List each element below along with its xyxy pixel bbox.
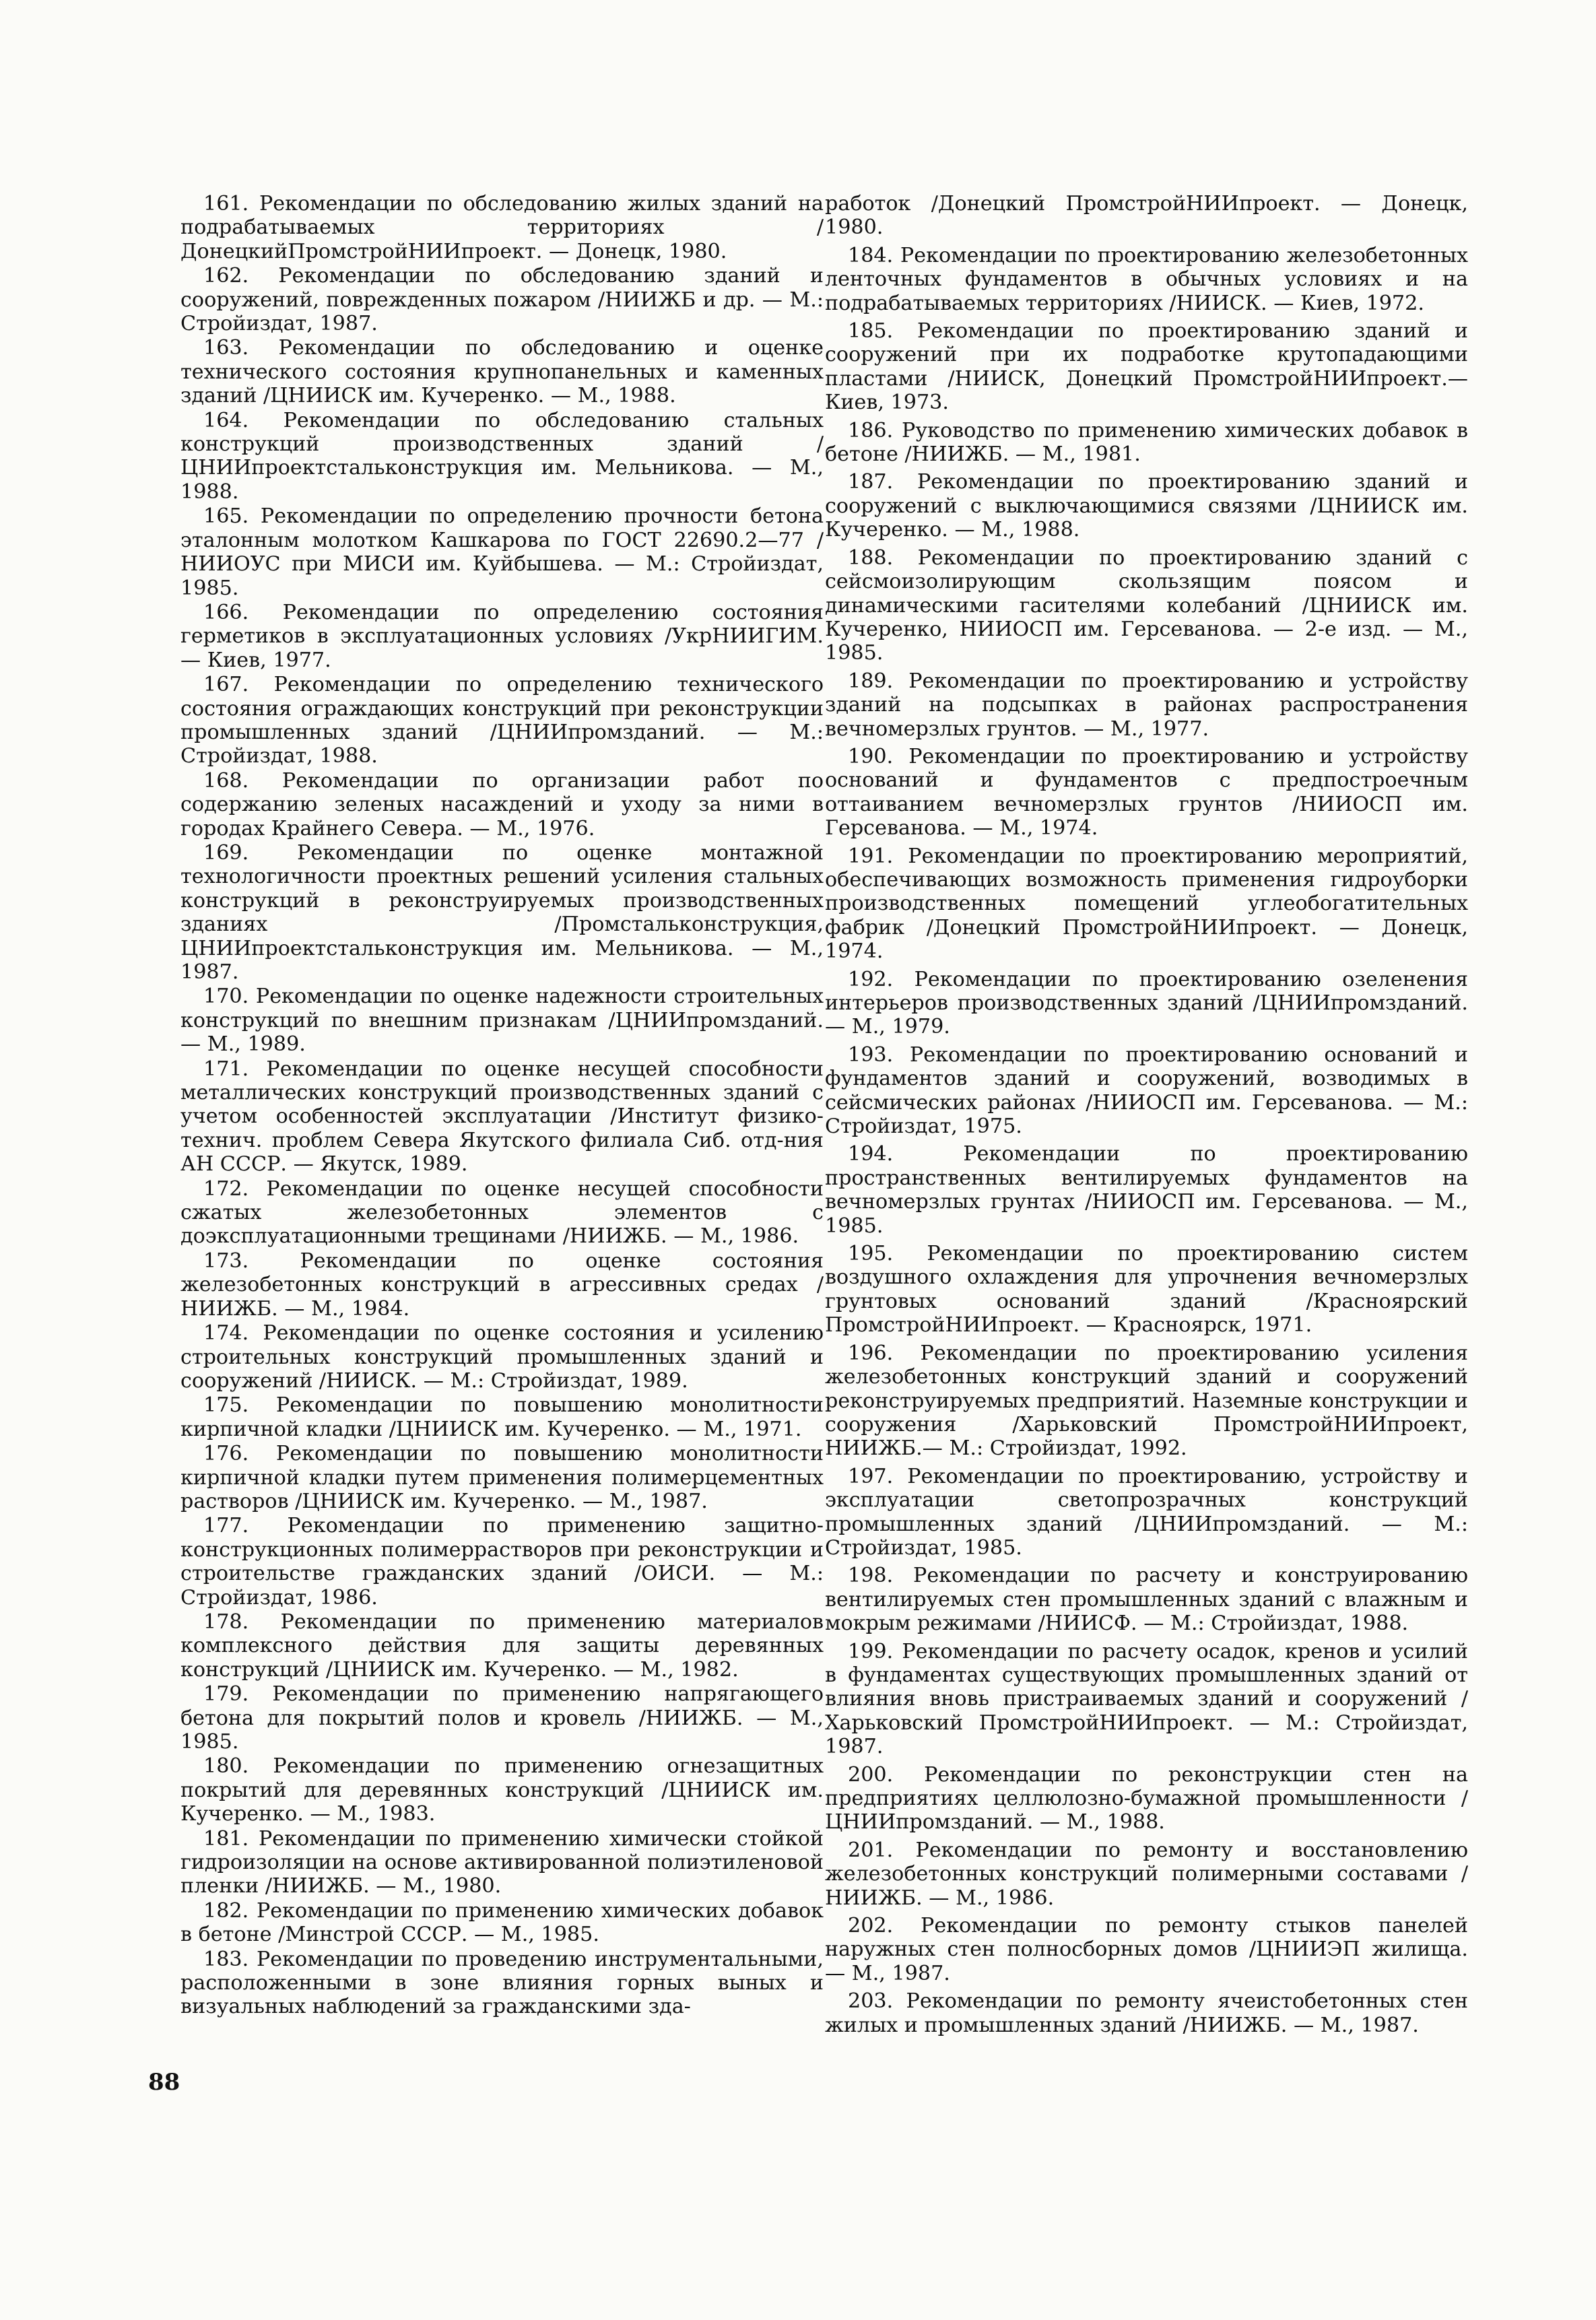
reference-entry-164: 164. Рекомендации по обследованию стальных конструкций производственных зданий /ЦНИИпроектстальконструкция им. Мельникова. — М., 1988.	[180, 408, 824, 504]
reference-entry-179: 179. Рекомендации по применению напрягающего бетона для покрытий полов и кровель /НИИЖБ. — М., 1985.	[180, 1682, 824, 1754]
reference-entry-185: 185. Рекомендации по проектированию зданий и сооружений при их подработке крутопадающими пластами /НИИСК, Донецкий ПромстройНИИпроект.— Киев, 1973.	[825, 319, 1468, 415]
reference-entry-183: 183. Рекомендации по проведению инструментальными, расположенными в зоне влияния горных выных и визуальных наблюдений за гражданскими зда-	[180, 1947, 824, 2019]
reference-entry-192: 192. Рекомендации по проектированию озеленения интерьеров производственных зданий /ЦНИИпромзданий. — М., 1979.	[825, 967, 1468, 1039]
reference-entry-201: 201. Рекомендации по ремонту и восстановлению железобетонных конструкций полимерными составами /НИИЖБ. — М., 1986.	[825, 1838, 1468, 1910]
reference-entry-196: 196. Рекомендации по проектированию усиления железобетонных конструкций зданий и сооружений реконструируемых предприятий. Наземные конструкции и сооружения /Харьковский ПромстройНИИпроект, НИИЖБ.— М.: Стройиздат, 1992.	[825, 1341, 1468, 1461]
page-number: 88	[148, 2069, 180, 2096]
reference-entry-197: 197. Рекомендации по проектированию, устройству и эксплуатации светопрозрачных конструкций промышленных зданий /ЦНИИпромзданий. — М.: Стройиздат, 1985.	[825, 1464, 1468, 1560]
reference-entry-187: 187. Рекомендации по проектированию зданий и сооружений с выключающимися связями /ЦНИИСК им. Кучеренко. — М., 1988.	[825, 470, 1468, 542]
reference-entry-170: 170. Рекомендации по оценке надежности строительных конструкций по внешним признакам /ЦНИИпромзданий. — М., 1989.	[180, 985, 824, 1057]
reference-entry-198: 198. Рекомендации по расчету и конструированию вентилируемых стен промышленных зданий с влажным и мокрым режимами /НИИСФ. — М.: Стройиздат, 1988.	[825, 1564, 1468, 1636]
reference-entry-162: 162. Рекомендации по обследованию зданий и сооружений, поврежденных пожаром /НИИЖБ и др. — М.: Стройиздат, 1987.	[180, 264, 824, 336]
reference-entry-169: 169. Рекомендации по оценке монтажной технологичности проектных решений усиления стальных конструкций в реконструируемых производственных зданиях /Промстальконструкция, ЦНИИпроектстальконструкция им. Мельникова. — М., 1987.	[180, 840, 824, 984]
reference-entry-173: 173. Рекомендации по оценке состояния железобетонных конструкций в агрессивных средах /НИИЖБ. — М., 1984.	[180, 1249, 824, 1321]
reference-entry-172: 172. Рекомендации по оценке несущей способности сжатых железобетонных элементов с доэксплуатационными трещинами /НИИЖБ. — М., 1986.	[180, 1176, 824, 1249]
reference-entry-186: 186. Руководство по применению химических добавок в бетоне /НИИЖБ. — М., 1981.	[825, 418, 1468, 467]
reference-entry-199: 199. Рекомендации по расчету осадок, кренов и усилий в фундаментах существующих промышленных зданий от влияния вновь пристраиваемых зданий и сооружений /Харьковский ПромстройНИИпроект. — М.: Стройиздат, 1987.	[825, 1639, 1468, 1759]
reference-entry-190: 190. Рекомендации по проектированию и устройству оснований и фундаментов с предпостроечным оттаиванием вечномерзлых грунтов /НИИОСП им. Герсеванова. — М., 1974.	[825, 744, 1468, 840]
reference-entry-194: 194. Рекомендации по проектированию пространственных вентилируемых фундаментов на вечномерзлых грунтах /НИИОСП им. Герсеванова. — М., 1985.	[825, 1142, 1468, 1238]
reference-entry-188: 188. Рекомендации по проектированию зданий с сейсмоизолирующим скользящим поясом и динамическими гасителями колебаний /ЦНИИСК им. Кучеренко, НИИОСП им. Герсеванова. — 2-е изд. — М., 1985.	[825, 545, 1468, 665]
reference-entry-195: 195. Рекомендации по проектированию систем воздушного охлаждения для упрочнения вечномерзлых грунтовых оснований зданий /Красноярский ПромстройНИИпроект. — Красноярск, 1971.	[825, 1242, 1468, 1337]
reference-entry-176: 176. Рекомендации по повышению монолитности кирпичной кладки путем применения полимерцементных растворов /ЦНИИСК им. Кучеренко. — М., 1987.	[180, 1442, 824, 1513]
left-column	[180, 192, 824, 2020]
right-column	[825, 192, 1468, 2041]
reference-entry-202: 202. Рекомендации по ремонту стыков панелей наружных стен полносборных домов /ЦНИИЭП жилища. — М., 1987.	[825, 1914, 1468, 1985]
reference-entry-203: 203. Рекомендации по ремонту ячеистобетонных стен жилых и промышленных зданий /НИИЖБ. — М., 1987.	[825, 1989, 1468, 2037]
reference-entry-191: 191. Рекомендации по проектированию мероприятий, обеспечивающих возможность применения гидроуборки производственных помещений углеобогатительных фабрик /Донецкий ПромстройНИИпроект. — Донецк, 1974.	[825, 844, 1468, 964]
reference-entry-174: 174. Рекомендации по оценке состояния и усилению строительных конструкций промышленных зданий и сооружений /НИИСК. — М.: Стройиздат, 1989.	[180, 1321, 824, 1393]
reference-entry-161: 161. Рекомендации по обследованию жилых зданий на подрабатываемых территориях /ДонецкийПромстройНИИпроект. — Донецк, 1980.	[180, 192, 824, 263]
reference-entry-189: 189. Рекомендации по проектированию и устройству зданий на подсыпках в районах распространения вечномерзлых грунтов. — М., 1977.	[825, 669, 1468, 741]
reference-entry-193: 193. Рекомендации по проектированию оснований и фундаментов зданий и сооружений, возводимых в сейсмических районах /НИИОСП им. Герсеванова. — М.: Стройиздат, 1975.	[825, 1042, 1468, 1139]
reference-entry-183-continuation: работок /Донецкий ПромстройНИИпроект. — Донецк, 1980.	[825, 192, 1468, 240]
reference-entry-165: 165. Рекомендации по определению прочности бетона эталонным молотком Кашкарова по ГОСТ 22690.2—77 /НИИОУС при МИСИ им. Куйбышева. — М.: Стройиздат, 1985.	[180, 504, 824, 600]
reference-entry-180: 180. Рекомендации по применению огнезащитных покрытий для деревянных конструкций /ЦНИИСК им. Кучеренко. — М., 1983.	[180, 1754, 824, 1826]
reference-entry-177: 177. Рекомендации по применению защитно-конструкционных полимеррастворов при реконструкции и строительстве гражданских зданий /ОИСИ. — М.: Стройиздат, 1986.	[180, 1514, 824, 1610]
reference-entry-163: 163. Рекомендации по обследованию и оценке технического состояния крупнопанельных и каменных зданий /ЦНИИСК им. Кучеренко. — М., 1988.	[180, 336, 824, 408]
reference-entry-166: 166. Рекомендации по определению состояния герметиков в эксплуатационных условиях /УкрНИИГИМ. — Киев, 1977.	[180, 600, 824, 672]
reference-entry-167: 167. Рекомендации по определению технического состояния ограждающих конструкций при реконструкции промышленных зданий /ЦНИИпромзданий. — М.: Стройиздат, 1988.	[180, 673, 824, 768]
reference-entry-171: 171. Рекомендации по оценке несущей способности металлических конструкций производственных зданий с учетом особенностей эксплуатации /Институт физико-технич. проблем Севера Якутского филиала Сиб. отд-ния АН СССР. — Якутск, 1989.	[180, 1057, 824, 1176]
reference-entry-184: 184. Рекомендации по проектированию железобетонных ленточных фундаментов в обычных условиях и на подрабатываемых территориях /НИИСК. — Киев, 1972.	[825, 243, 1468, 315]
reference-entry-182: 182. Рекомендации по применению химических добавок в бетоне /Минстрой СССР. — М., 1985.	[180, 1898, 824, 1947]
reference-entry-168: 168. Рекомендации по организации работ по содержанию зеленых насаждений и уходу за ними в городах Крайнего Севера. — М., 1976.	[180, 768, 824, 840]
reference-entry-175: 175. Рекомендации по повышению монолитности кирпичной кладки /ЦНИИСК им. Кучеренко. — М., 1971.	[180, 1393, 824, 1441]
reference-entry-181: 181. Рекомендации по применению химически стойкой гидроизоляции на основе активированной полиэтиленовой пленки /НИИЖБ. — М., 1980.	[180, 1826, 824, 1898]
reference-entry-200: 200. Рекомендации по реконструкции стен на предприятиях целлюлозно-бумажной промышленности /ЦНИИпромзданий. — М., 1988.	[825, 1762, 1468, 1834]
reference-entry-178: 178. Рекомендации по применению материалов комплексного действия для защиты деревянных конструкций /ЦНИИСК им. Кучеренко. — М., 1982.	[180, 1610, 824, 1682]
